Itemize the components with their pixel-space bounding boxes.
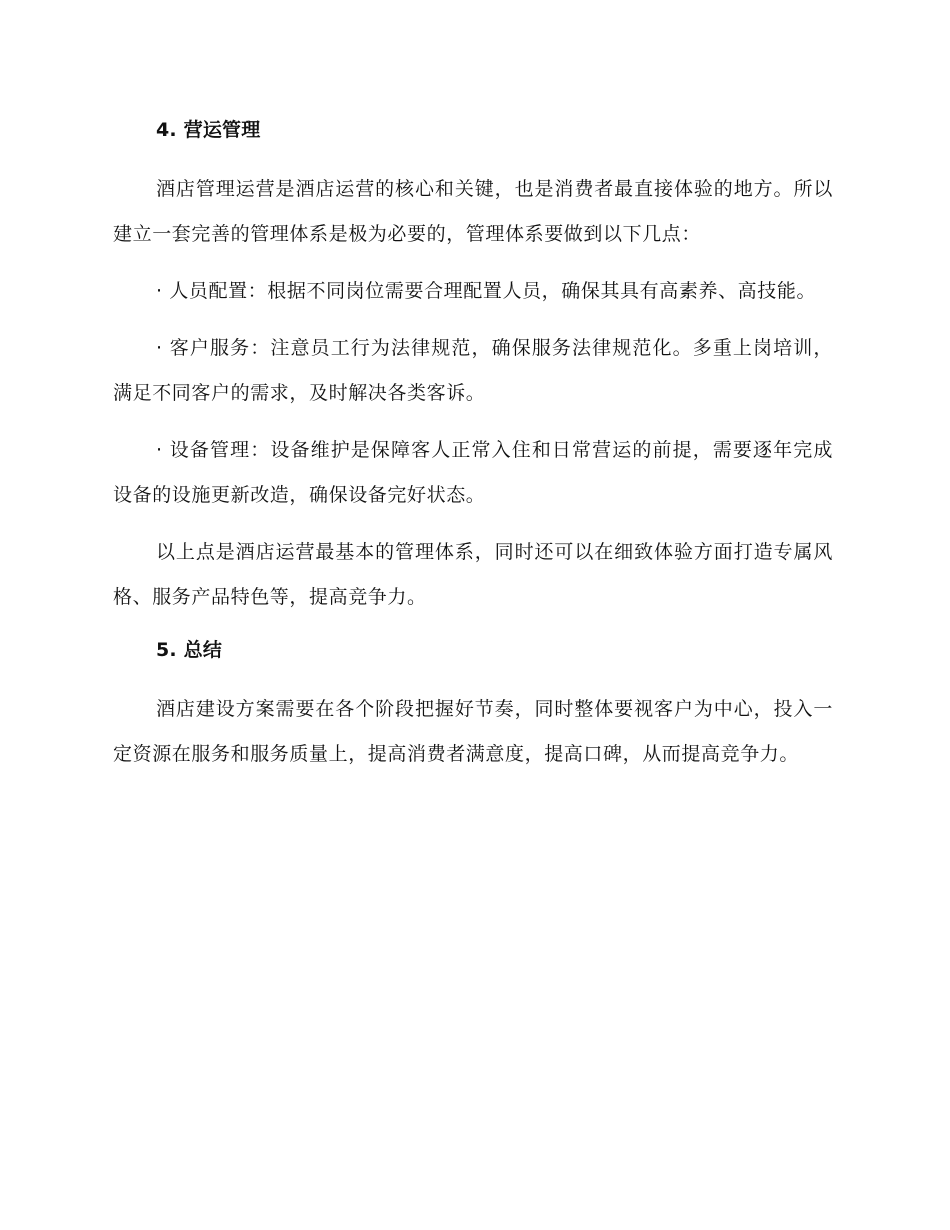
paragraph-summary: 酒店建设方案需要在各个阶段把握好节奏，同时整体要视客户为中心，投入一定资源在服务和服务质量上，提高消费者满意度，提高口碑，从而提高竞争力。: [113, 698, 833, 765]
document-body: [113, 112, 833, 789]
paragraph-operations-summary: 以上点是酒店运营最基本的管理体系，同时还可以在细致体验方面打造专属风格、服务产品特色等，提高竞争力。: [113, 541, 833, 608]
paragraph-operations-intro: 酒店管理运营是酒店运营的核心和关键，也是消费者最直接体验的地方。所以建立一套完善的管理体系是极为必要的，管理体系要做到以下几点：: [113, 178, 833, 245]
bullet-equipment-management: · 设备管理：设备维护是保障客人正常入住和日常营运的前提，需要逐年完成设备的设施更新改造，确保设备完好状态。: [113, 439, 833, 506]
section-heading-operations: 4. 营运管理: [156, 119, 261, 141]
bullet-customer-service: · 客户服务：注意员工行为法律规范，确保服务法律规范化。多重上岗培训，满足不同客户的需求，及时解决各类客诉。: [113, 337, 833, 404]
bullet-staffing: · 人员配置：根据不同岗位需要合理配置人员，确保其具有高素养、高技能。: [156, 280, 817, 302]
section-heading-summary: 5. 总结: [156, 639, 223, 661]
